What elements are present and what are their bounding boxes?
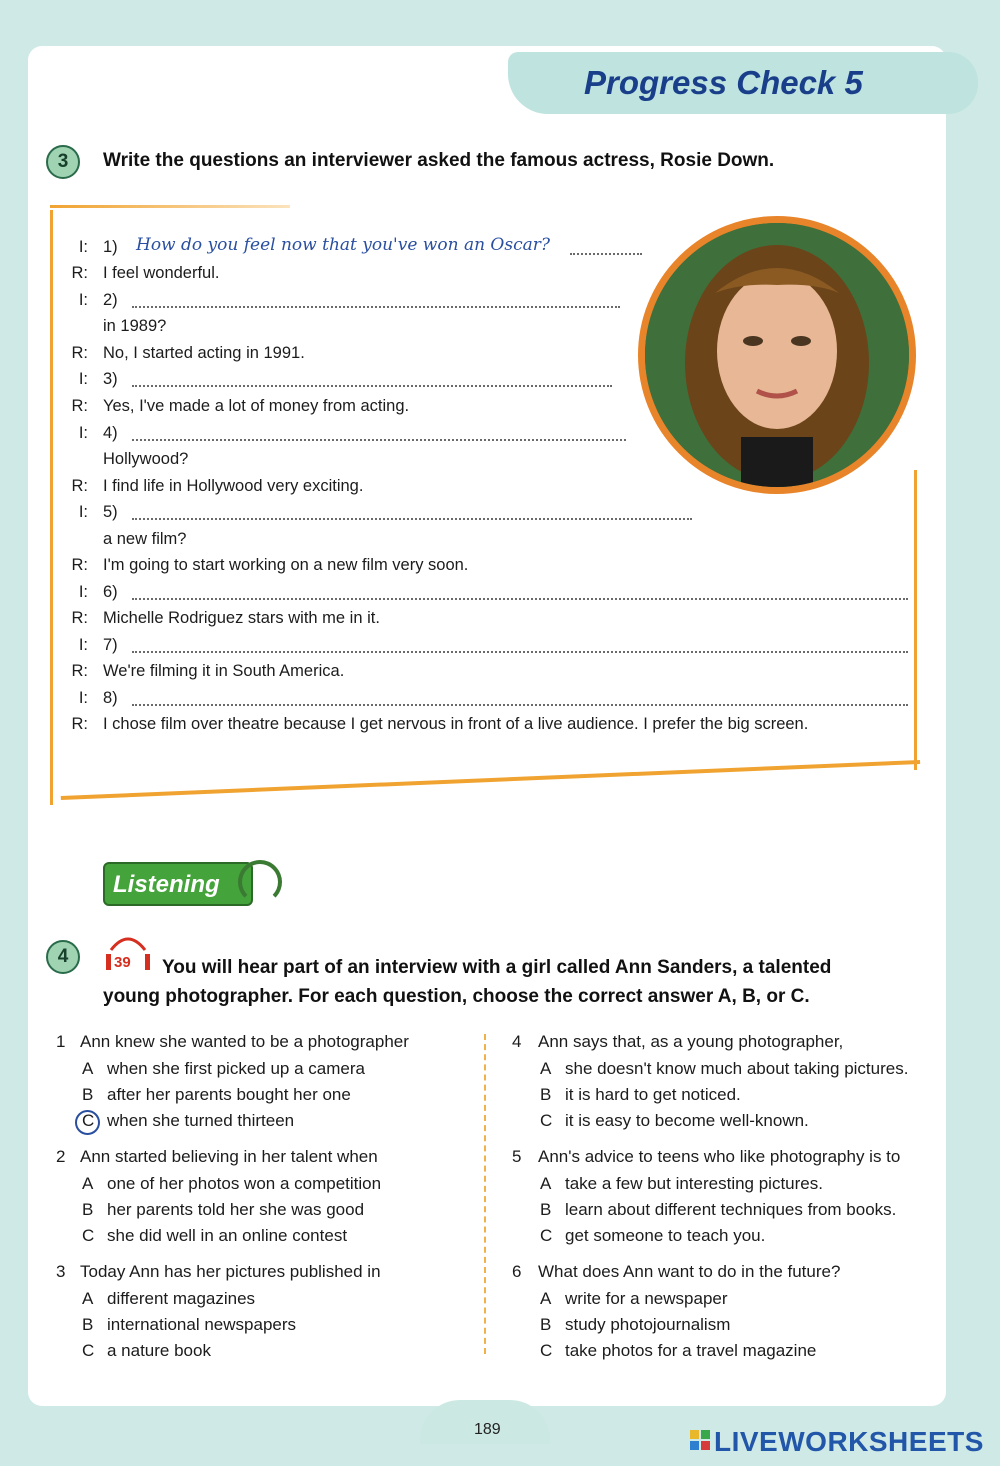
answer-blank[interactable] — [132, 437, 626, 441]
question-number: 5 — [512, 1147, 522, 1166]
option-text[interactable]: a nature book — [107, 1341, 211, 1360]
dialogue-text: 2) — [103, 291, 118, 309]
option-text[interactable]: international newspapers — [107, 1315, 297, 1334]
option-letter[interactable]: C — [540, 1226, 553, 1245]
dialogue-speaker: I: — [78, 636, 88, 654]
dialogue-text: 1) — [103, 238, 118, 256]
dialogue-speaker: R: — [71, 344, 88, 362]
dialogue-text: 6) — [103, 583, 118, 601]
actress-portrait — [638, 216, 916, 494]
dialogue-text: 4) — [103, 424, 118, 442]
option-letter[interactable]: B — [540, 1200, 552, 1219]
option-text[interactable]: take photos for a travel magazine — [565, 1341, 817, 1360]
option-text[interactable]: she did well in an online contest — [107, 1226, 348, 1245]
answer-blank[interactable] — [132, 516, 692, 520]
dialogue-text: 3) — [103, 370, 118, 388]
option-text[interactable]: it is easy to become well-known. — [565, 1111, 809, 1130]
option-text[interactable]: one of her photos won a competition — [107, 1174, 382, 1193]
dialogue-speaker: R: — [71, 609, 88, 627]
dialogue-text: in 1989? — [103, 317, 167, 335]
dialogue-speaker: R: — [71, 264, 88, 282]
dialogue-speaker: R: — [71, 397, 88, 415]
option-letter[interactable]: A — [82, 1174, 94, 1193]
dialogue-text: I chose film over theatre because I get nervous in front of a live audience. I prefer the big screen. — [103, 715, 809, 733]
question-text: Ann says that, as a young photographer, — [538, 1032, 844, 1051]
answer-blank[interactable] — [132, 304, 620, 308]
option-text[interactable]: her parents told her she was good — [107, 1200, 365, 1219]
option-letter[interactable]: B — [82, 1200, 94, 1219]
answer-1-handwritten[interactable]: How do you feel now that you've won an Oscar? — [136, 235, 550, 255]
question-text: What does Ann want to do in the future? — [538, 1262, 841, 1281]
option-letter[interactable]: B — [82, 1085, 94, 1104]
option-letter[interactable]: C — [82, 1111, 95, 1130]
dialogue-text: I feel wonderful. — [103, 264, 220, 282]
option-text[interactable]: after her parents bought her one — [107, 1085, 351, 1104]
question-number: 4 — [512, 1032, 522, 1051]
question-text: Ann knew she wanted to be a photographer — [80, 1032, 409, 1051]
exercise-4-instruction-line2: young photographer. For each question, choose the correct answer A, B, or C. — [103, 986, 810, 1007]
option-text[interactable]: it is hard to get noticed. — [565, 1085, 741, 1104]
option-letter[interactable]: A — [540, 1174, 552, 1193]
option-letter[interactable]: B — [540, 1315, 552, 1334]
option-letter[interactable]: A — [82, 1289, 94, 1308]
option-letter[interactable]: C — [540, 1111, 553, 1130]
option-text[interactable]: study photojournalism — [565, 1315, 731, 1334]
dialogue-text: Yes, I've made a lot of money from acting. — [103, 397, 410, 415]
portrait-illustration — [645, 223, 909, 487]
dialogue-text: Hollywood? — [103, 450, 189, 468]
dialogue-speaker: I: — [78, 689, 88, 707]
orange-frame-top — [50, 205, 290, 208]
question-number: 3 — [56, 1262, 66, 1281]
exercise-3-instruction: Write the questions an interviewer asked the famous actress, Rosie Down. — [103, 150, 775, 171]
option-text[interactable]: different magazines — [107, 1289, 256, 1308]
option-text[interactable]: she doesn't know much about taking pictures. — [565, 1059, 909, 1078]
answer-blank[interactable] — [132, 596, 908, 600]
exercise-4-number: 4 — [46, 940, 80, 974]
dialogue-speaker: R: — [71, 662, 88, 680]
option-text[interactable]: write for a newspaper — [565, 1289, 728, 1308]
option-letter[interactable]: C — [540, 1341, 553, 1360]
dialogue-speaker: I: — [78, 370, 88, 388]
question-number: 2 — [56, 1147, 66, 1166]
option-letter[interactable]: A — [82, 1059, 94, 1078]
option-letter[interactable]: B — [82, 1315, 94, 1334]
dialogue-text: We're filming it in South America. — [103, 662, 345, 680]
track-number: 39 — [114, 954, 131, 971]
dialogue-speaker: R: — [71, 556, 88, 574]
dialogue-speaker: R: — [71, 477, 88, 495]
question-text: Ann's advice to teens who like photography is to — [538, 1147, 901, 1166]
dialogue-speaker: I: — [78, 503, 88, 521]
dialogue-text: No, I started acting in 1991. — [103, 344, 305, 362]
option-text[interactable]: take a few but interesting pictures. — [565, 1174, 823, 1193]
dialogue-text: I find life in Hollywood very exciting. — [103, 477, 364, 495]
answer-blank[interactable] — [132, 649, 908, 653]
dialogue-text: 5) — [103, 503, 118, 521]
question-number: 6 — [512, 1262, 522, 1281]
page-title: Progress Check 5 — [584, 64, 863, 101]
option-text[interactable]: when she turned thirteen — [107, 1111, 295, 1130]
listening-logo: Listening — [103, 862, 253, 906]
column-divider — [484, 1034, 486, 1354]
option-letter[interactable]: C — [82, 1226, 95, 1245]
dialogue-text: a new film? — [103, 530, 187, 548]
dialogue-text: Michelle Rodriguez stars with me in it. — [103, 609, 380, 627]
dialogue-text: 8) — [103, 689, 118, 707]
option-letter[interactable]: A — [540, 1059, 552, 1078]
liveworksheets-brand: LIVEWORKSHEETS — [714, 1426, 984, 1457]
option-letter[interactable]: C — [82, 1341, 95, 1360]
orange-frame-left — [50, 210, 53, 805]
exercise-4-instruction-line1: You will hear part of an interview with a girl called Ann Sanders, a talented — [162, 957, 832, 978]
exercise-3-number: 3 — [46, 145, 80, 179]
answer-blank[interactable] — [132, 383, 612, 387]
option-text[interactable]: get someone to teach you. — [565, 1226, 766, 1245]
dialogue-speaker: I: — [78, 238, 88, 256]
option-text[interactable]: when she first picked up a camera — [107, 1059, 365, 1078]
dialogue-speaker: I: — [78, 424, 88, 442]
option-letter[interactable]: A — [540, 1289, 552, 1308]
dialogue-text: I'm going to start working on a new film very soon. — [103, 556, 469, 574]
headphones-icon — [238, 860, 282, 904]
question-text: Today Ann has her pictures published in — [80, 1262, 381, 1281]
option-letter[interactable]: B — [540, 1085, 552, 1104]
question-text: Ann started believing in her talent when — [80, 1147, 378, 1166]
dialogue-text: 7) — [103, 636, 118, 654]
page-number: 189 — [474, 1421, 501, 1438]
question-number: 1 — [56, 1032, 66, 1051]
dialogue-speaker: R: — [71, 715, 88, 733]
orange-frame-right — [914, 470, 917, 770]
dialogue-speaker: I: — [78, 291, 88, 309]
liveworksheets-logo-icon — [690, 1430, 710, 1450]
option-text[interactable]: learn about different techniques from books. — [565, 1200, 897, 1219]
answer-blank[interactable] — [570, 251, 642, 255]
dialogue-speaker: I: — [78, 583, 88, 601]
answer-blank[interactable] — [132, 702, 908, 706]
